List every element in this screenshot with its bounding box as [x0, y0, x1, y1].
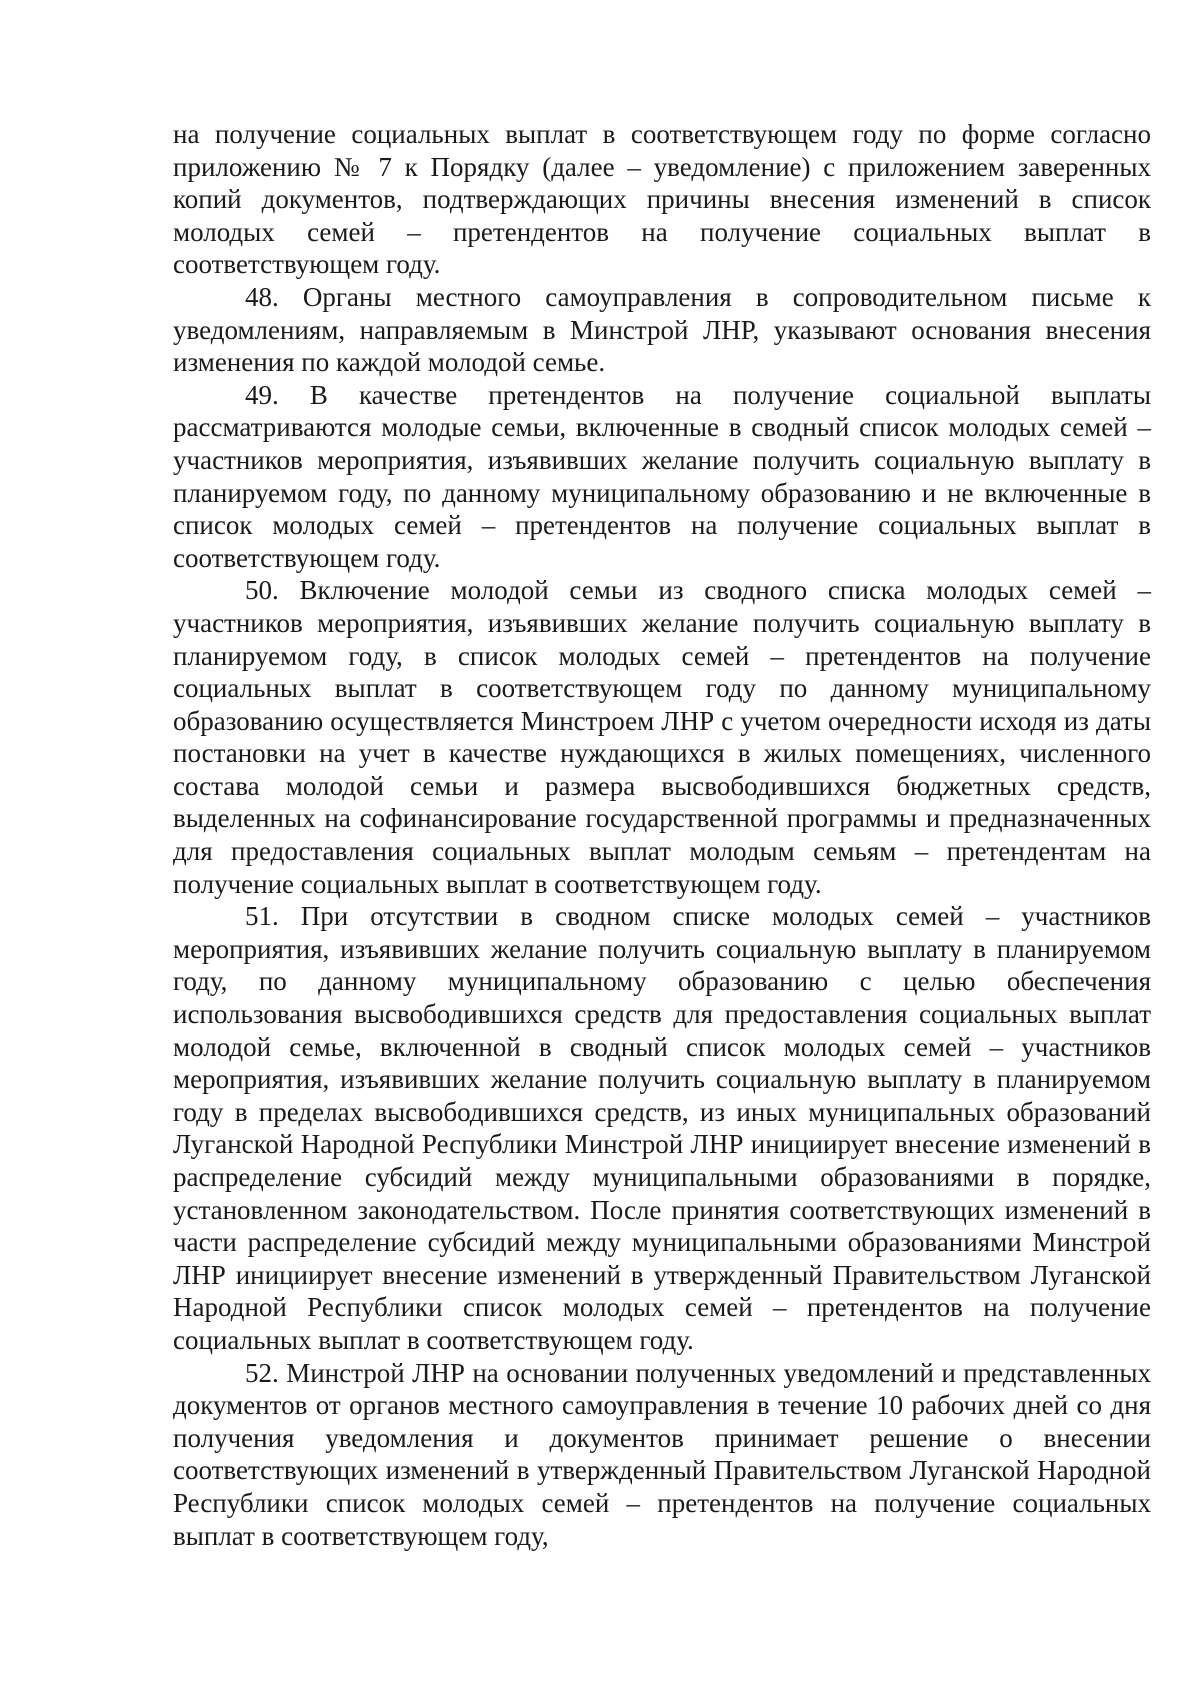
paragraph-number: 48.: [245, 281, 279, 312]
paragraph-number: 52.: [245, 1357, 279, 1388]
paragraph-number: 50.: [245, 575, 279, 606]
paragraph-text: Органы местного самоуправления в сопроводительном письме к уведомлениям, направляемым в Минстрой ЛНР, указывают основания внесения изменения по каждой молодой семье.: [173, 281, 1152, 378]
paragraph-text: на получение социальных выплат в соответствующем году по форме согласно приложению № 7 к Порядку (далее – уведомление) с приложением заверенных копий документов, подтверждающих причины внесения изменений в список молодых семей – претендентов на получение социальных выплат в соответствующем году.: [173, 119, 1151, 280]
paragraph-49: [173, 379, 1151, 575]
paragraph-number: 49.: [245, 379, 279, 410]
paragraph-text: Минстрой ЛНР на основании полученных уведомлений и представленных документов от органов местного самоуправления в течение 10 рабочих дней со дня получения уведомления и документов принимает решение о внесении соответствующих изменений в утвержденный Правительством Луганской Народной Республики список молодых семей – претендентов на получение социальных выплат в соответствующем году,: [173, 1357, 1152, 1551]
paragraph-51: [173, 900, 1151, 1356]
document-body: [173, 118, 1151, 1552]
paragraph-50: [173, 574, 1151, 900]
paragraph-52: [173, 1357, 1151, 1553]
paragraph-continuation: [173, 118, 1151, 281]
paragraph-48: [173, 281, 1151, 379]
paragraph-text: При отсутствии в сводном списке молодых семей – участников мероприятия, изъявивших желание получить социальную выплату в планируемом году, по данному муниципальному образованию с целью обеспечения использования высвободившихся средств для предоставления социальных выплат молодой семье, включенной в сводный список молодых семей – участников мероприятия, изъявивших желание получить социальную выплату в планируемом году в пределах высвободившихся средств, из иных муниципальных образований Луганской Народной Республики Минстрой ЛНР инициирует внесение изменений в распределение субсидий между муниципальными образованиями в порядке, установленном законодательством. После принятия соответствующих изменений в части распределение субсидий между муниципальными образованиями Минстрой ЛНР инициирует внесение изменений в утвержденный Правительством Луганской Народной Республики список молодых семей – претендентов на получение социальных выплат в соответствующем году.: [173, 901, 1151, 1355]
paragraph-text: В качестве претендентов на получение социальной выплаты рассматриваются молодые семьи, включенные в сводный список молодых семей – участников мероприятия, изъявивших желание получить социальную выплату в планируемом году, по данному муниципальному образованию и не включенные в список молодых семей – претендентов на получение социальных выплат в соответствующем году.: [173, 379, 1152, 573]
paragraph-number: 51.: [245, 901, 279, 932]
paragraph-text: Включение молодой семьи из сводного списка молодых семей – участников мероприятия, изъявивших желание получить социальную выплату в планируемом году, в список молодых семей – претендентов на получение социальных выплат в соответствующем году по данному муниципальному образованию осуществляется Минстроем ЛНР с учетом очередности исходя из даты постановки на учет в качестве нуждающихся в жилых помещениях, численного состава молодой семьи и размера высвободившихся бюджетных средств, выделенных на софинансирование государственной программы и предназначенных для предоставления социальных выплат молодым семьям – претендентам на получение социальных выплат в соответствующем году.: [173, 575, 1151, 899]
